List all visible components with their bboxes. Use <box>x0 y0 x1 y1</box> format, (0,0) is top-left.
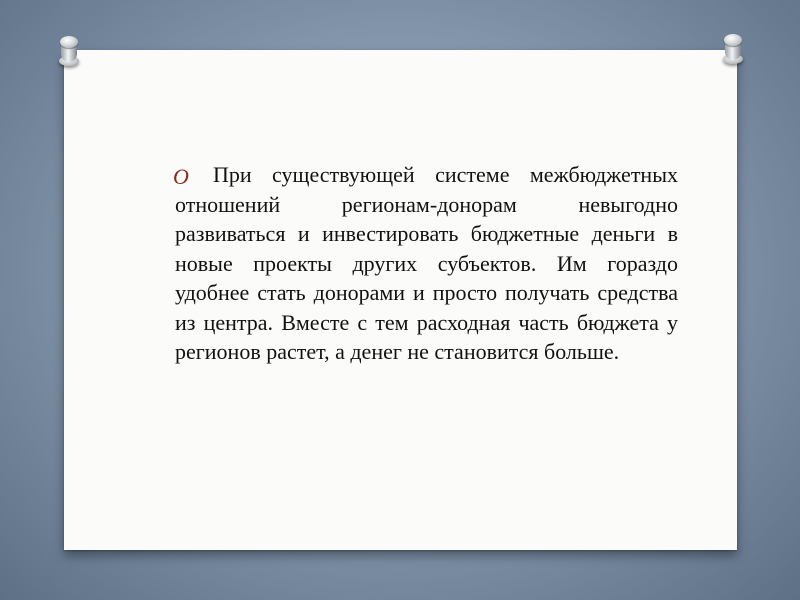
bullet-item <box>175 160 678 367</box>
pushpin-right-icon <box>722 34 744 66</box>
pushpin-left-icon <box>58 36 80 68</box>
body-paragraph: При существующей системе межбюджетных отношений регионам-донорам невыгодно развиваться и инвестировать бюджетные деньги в новые проекты других субъектов. Им гораздо удобнее стать донорами и просто получать средства из центра. Вместе с тем расходная часть бюджета у регионов растет, а денег не становится больше. <box>175 162 678 364</box>
bullet-marker: O <box>173 164 189 189</box>
